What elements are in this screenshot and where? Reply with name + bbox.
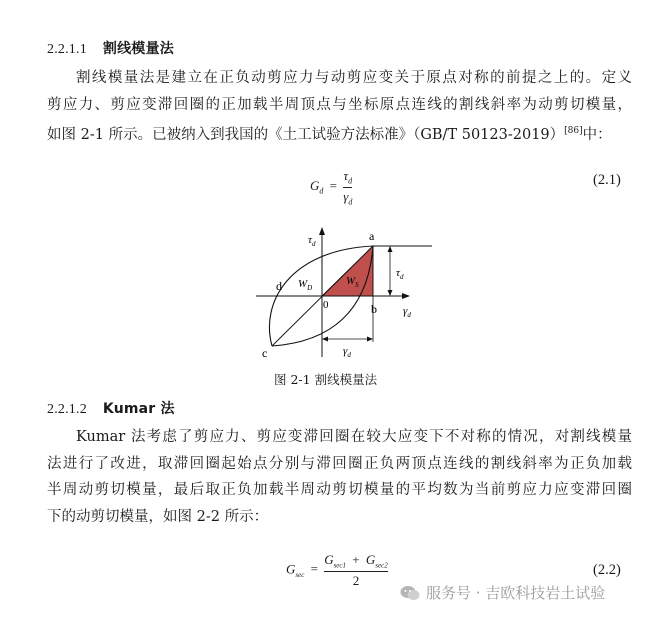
wechat-icon (400, 585, 420, 601)
eq-lhs: G (310, 178, 320, 194)
paragraph-line: 法进行了改进，取滞回圈起始点分别与滞回圈正负两顶点连线的割线斜率为正负加载 (47, 455, 632, 472)
tau-dim-label: $\tau_d$ (396, 267, 404, 281)
equation-2-1: $G_d$ = $\frac{\tau_d}{\gamma_d}$ (310, 168, 353, 207)
tau-dim-arrow-bottom (388, 290, 393, 296)
eq-term1-sub: sec1 (333, 561, 347, 570)
equation-2-2: $G_{sec}$ = $\frac{G_{sec1} + G_{sec2}}{2}$ (286, 552, 388, 588)
eq-fraction (343, 168, 352, 206)
equation-number: (2.2) (593, 562, 621, 578)
eq-numerator: τ (343, 168, 349, 183)
watermark-text: 服务号 · 吉欧科技岩土试验 (426, 584, 606, 602)
section-heading-2-2-1-1 (47, 38, 174, 58)
paragraph-line (47, 118, 632, 148)
point-a-label: a (369, 229, 375, 243)
point-d-label: d (276, 279, 282, 293)
eq-term1: G (324, 552, 334, 567)
eq-denominator-sub: d (348, 197, 353, 207)
figure-secant-modulus (250, 222, 440, 362)
paragraph-kumar-method (47, 424, 632, 530)
eq-denominator: 2 (352, 572, 360, 588)
section-number: 2.2.1.2 (47, 402, 87, 417)
eq-term2-sub: sec2 (375, 561, 388, 570)
gamma-axis-label: $\gamma_d$ (403, 305, 411, 319)
origin-label: 0 (323, 299, 329, 311)
eq-lhs: G (286, 561, 296, 577)
eq-numerator-sub: d (348, 176, 353, 186)
paragraph-line: 剪应力、剪应变滞回圈的正加载半周顶点与坐标原点连线的割线斜率为动剪切模量， (47, 96, 632, 113)
tau-dim-arrow-top (388, 246, 393, 252)
paragraph-tail: 中： (582, 126, 612, 143)
eq-fraction (324, 552, 388, 589)
citation: [86] (564, 126, 583, 136)
section-number: 2.2.1.1 (47, 42, 87, 57)
paragraph-line: 下的动剪切模量，如图 2-2 所示： (47, 508, 269, 525)
eq-plus: + (352, 552, 360, 567)
point-c-label: c (262, 346, 268, 360)
gamma-dim-arrow-right (367, 337, 373, 342)
paragraph-secant-method (47, 65, 632, 148)
figure-caption: 图 2-1 割线模量法 (274, 372, 378, 387)
eq-lhs-sub: sec (295, 570, 305, 579)
paragraph-line: Kumar 法考虑了剪应力、剪应变滞回圈在较大应变下不对称的情况，对割线模量 (76, 429, 632, 445)
eq-term2: G (365, 552, 376, 567)
section-title: 割线模量法 (102, 41, 174, 57)
paragraph-line-text: 如图 2-1 所示。已被纳入到我国的《土工试验方法标准》（GB/T 50123-2019） (47, 126, 565, 143)
section-title: Kumar 法 (102, 401, 175, 417)
area-loop-label: $W_D$ (298, 278, 313, 292)
paragraph-line: 半周动剪切模量，最后取正负加载半周动剪切模量的平均数为当前剪应力应变滞回圈 (47, 482, 632, 498)
tau-axis-label: $\tau_d$ (308, 234, 316, 248)
eq-denominator: γ (343, 188, 349, 204)
gamma-axis-arrow (402, 293, 410, 299)
equation-number: (2.1) (593, 172, 621, 188)
eq-lhs-sub: d (319, 186, 324, 196)
watermark (400, 582, 605, 603)
section-heading-2-2-1-2 (47, 398, 175, 418)
tau-axis-arrow (319, 227, 325, 235)
gamma-dim-arrow-left (322, 337, 328, 342)
area-triangle-label: $W_S$ (346, 275, 359, 289)
paragraph-line: 割线模量法是建立在正负动剪应力与动剪应变关于原点对称的前提之上的。定义 (76, 70, 632, 86)
gamma-dim-label: $\gamma_d$ (343, 345, 351, 359)
point-b-label: b (371, 302, 377, 316)
